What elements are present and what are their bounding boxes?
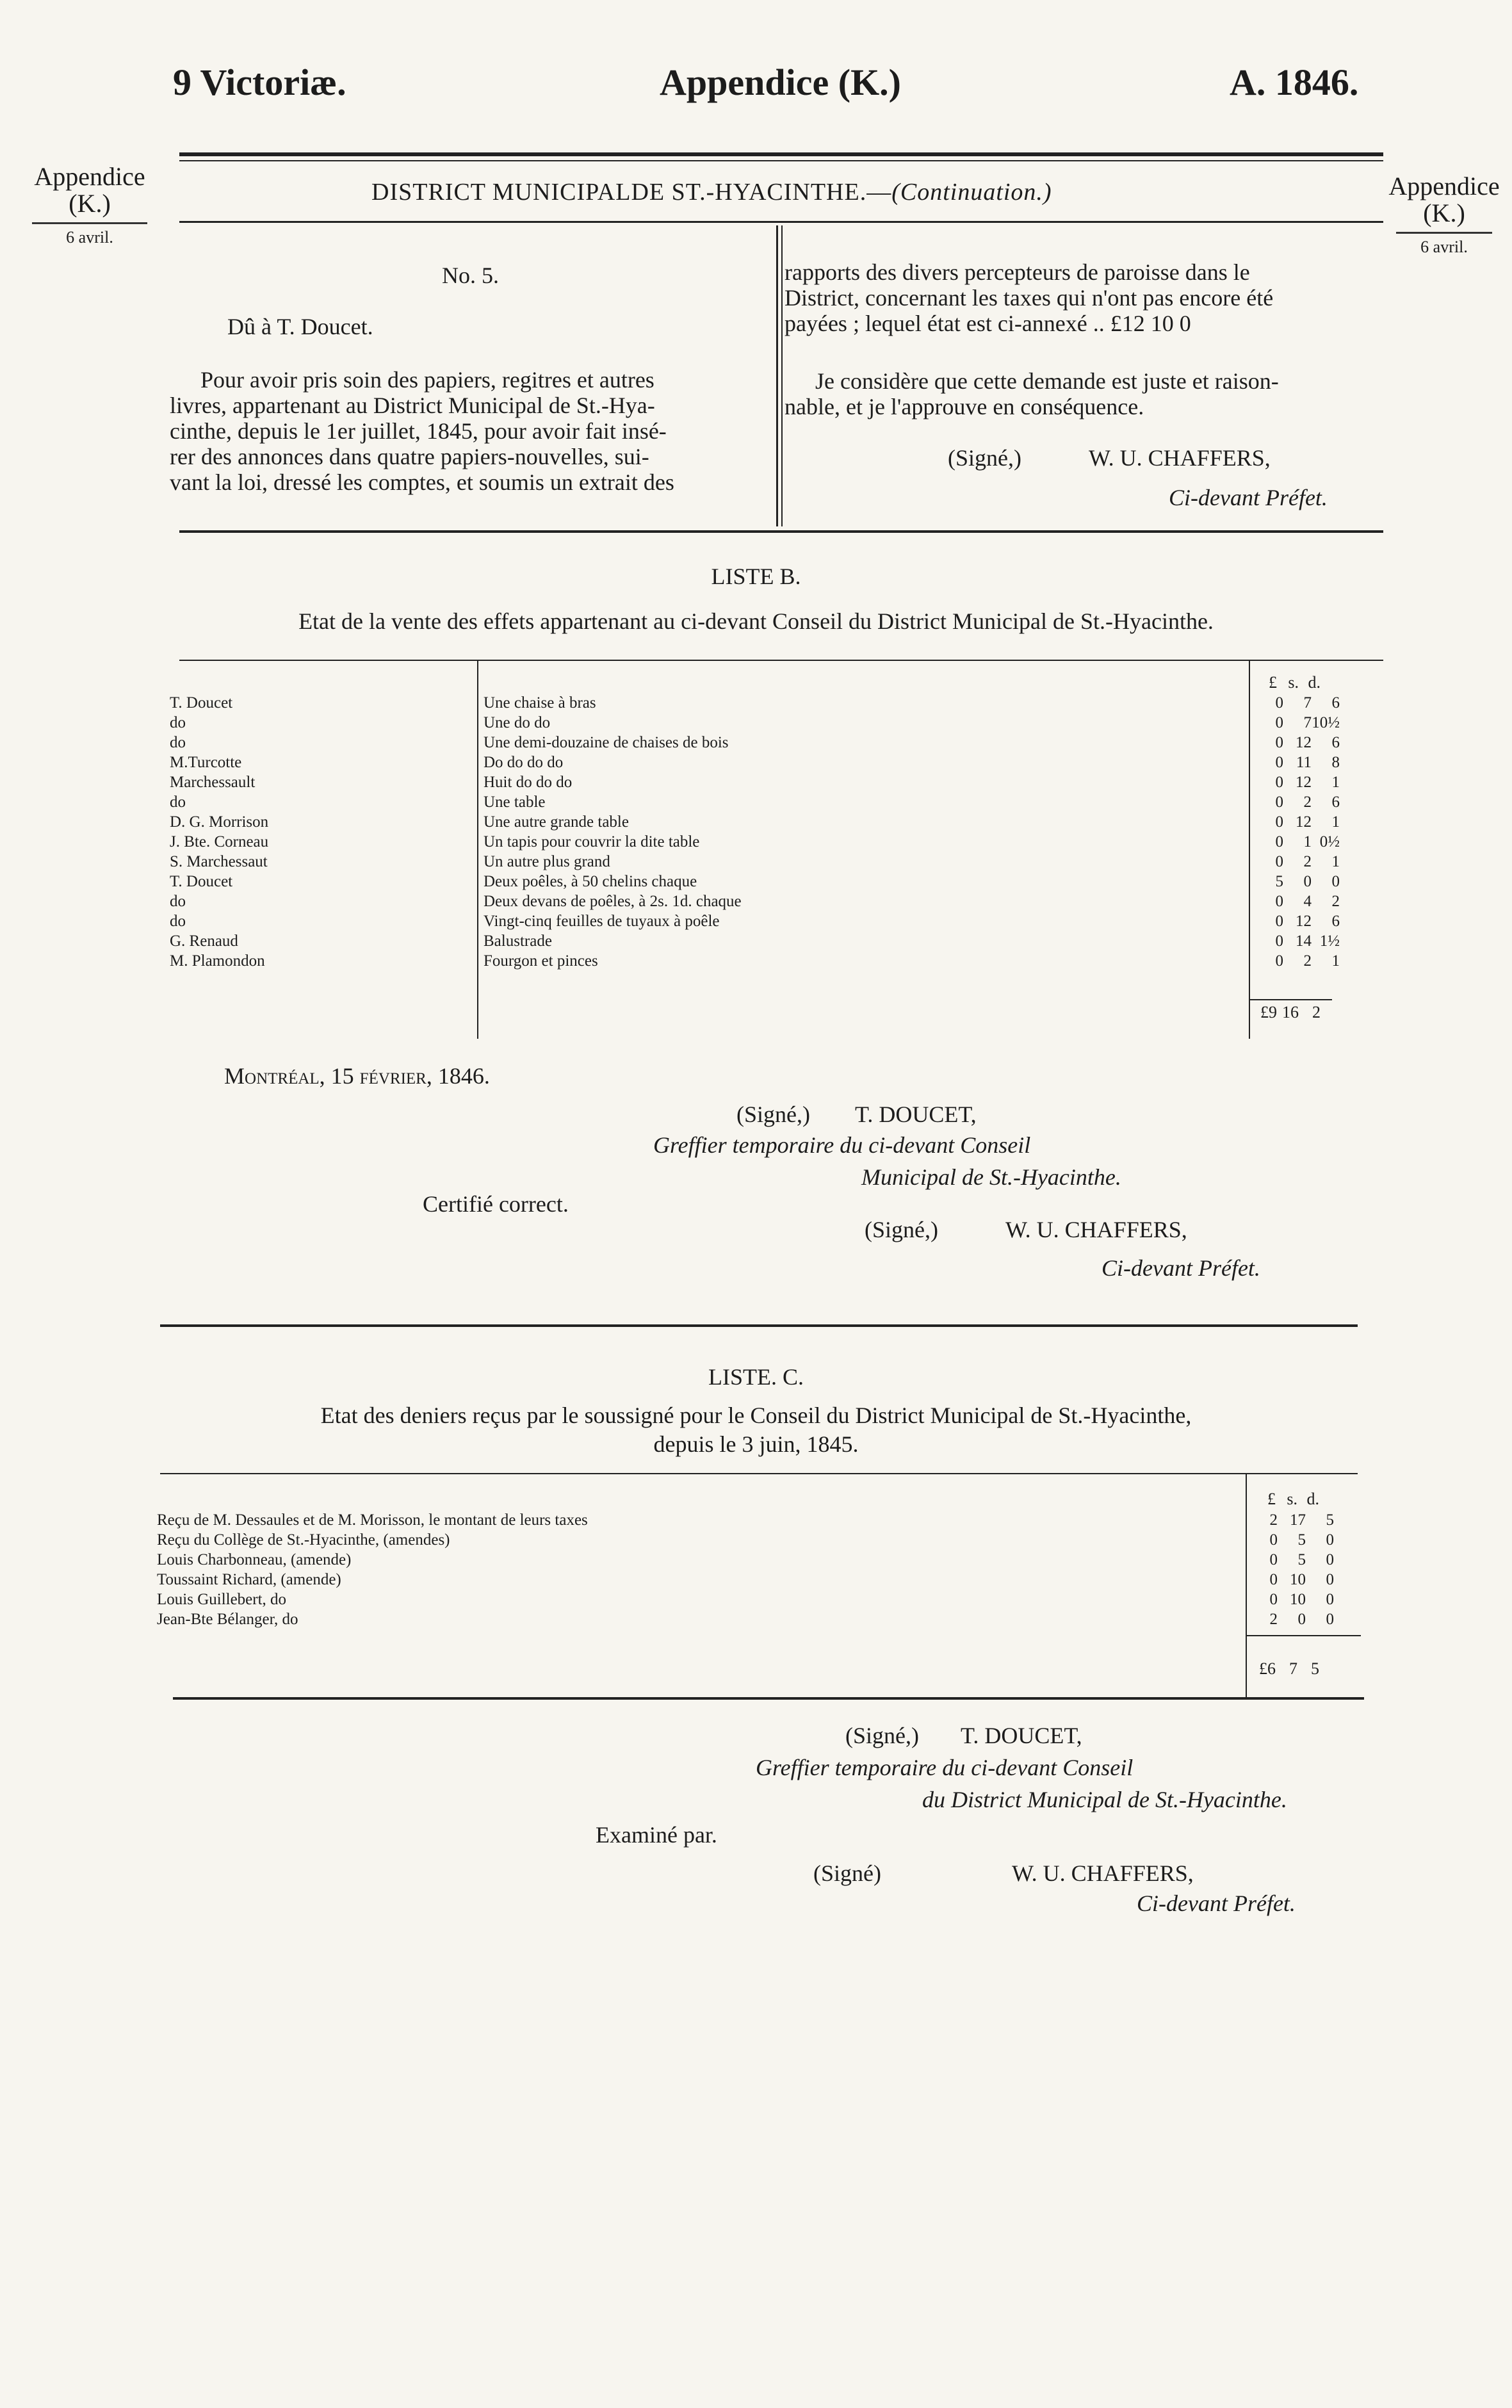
item-desc-cell: [480, 911, 1255, 931]
receipt-desc-cell: [157, 1609, 1252, 1629]
buyer-name-cell: [170, 792, 480, 812]
buyer-name: do: [170, 893, 186, 910]
text-line: Pour avoir pris soin des papiers, regitres et autres: [200, 367, 654, 393]
amount-shillings: 1: [1303, 833, 1312, 850]
buyer-name: do: [170, 714, 186, 731]
amount-pounds: 0: [1275, 734, 1283, 751]
buyer-name-cell: [170, 752, 480, 772]
year-label: A. 1846.: [1230, 61, 1359, 103]
col-header-shillings: s.: [1287, 1490, 1297, 1508]
amount-pence-cell: [1312, 832, 1340, 852]
section-rule: [173, 1697, 1364, 1700]
table-row: [157, 1570, 1334, 1590]
text-line: vant la loi, dressé les comptes, et soumis un extrait des: [170, 469, 674, 495]
liste-b-col-headers: [1255, 672, 1321, 692]
text-line: nable, et je l'approuve en conséquence.: [784, 394, 1144, 419]
column-divider: [776, 225, 778, 526]
item-desc: Un tapis pour couvrir la dite table: [484, 833, 700, 850]
buyer-name: G. Renaud: [170, 932, 238, 950]
text-line: rapports des divers percepteurs de paroisse dans le: [784, 259, 1250, 285]
amount-pounds-cell: [1252, 1510, 1278, 1530]
item-desc: Une demi-douzaine de chaises de bois: [484, 734, 729, 751]
buyer-name-cell: [170, 872, 480, 891]
amount-pence: 8: [1331, 754, 1340, 771]
buyer-name-cell: [170, 832, 480, 852]
amount-shillings-cell: [1278, 1510, 1306, 1530]
amount-pence: 6: [1331, 694, 1340, 712]
amount-pounds: 5: [1275, 873, 1283, 890]
amount-shillings-cell: [1283, 792, 1312, 812]
item-desc-cell: [480, 951, 1255, 971]
buyer-name-cell: [170, 772, 480, 792]
amount-pounds: 0: [1275, 754, 1283, 771]
amount-pence-cell: [1312, 733, 1340, 752]
text-line: livres, appartenant au District Municipal de St.-Hya-: [170, 393, 655, 418]
top-rule-thin: [179, 160, 1383, 161]
item-desc: Une do do: [484, 714, 551, 731]
amount-pence: 6: [1331, 793, 1340, 811]
amount-pounds: 0: [1275, 833, 1283, 850]
amount-pence: 1: [1331, 813, 1340, 831]
buyer-name: M. Plamondon: [170, 952, 265, 970]
receipt-desc-cell: [157, 1530, 1252, 1550]
buyer-name-cell: [170, 733, 480, 752]
liste-c-total: [1254, 1659, 1319, 1679]
district-heading-cont: (Continuation.): [891, 179, 1052, 206]
receipt-desc: Jean-Bte Bélanger, do: [157, 1611, 298, 1628]
buyer-name: D. G. Morrison: [170, 813, 269, 831]
liste-b-place-date: Montréal, 15 février, 1846.: [224, 1063, 490, 1089]
amount-pence-cell: [1312, 931, 1340, 951]
amount-shillings: 2: [1303, 793, 1312, 811]
amount-pounds-cell: [1252, 1570, 1278, 1590]
table-row: [170, 713, 1340, 733]
item-desc: Une autre grande table: [484, 813, 629, 831]
liste-b-signer2-title: Ci-devant Préfet.: [1101, 1255, 1260, 1281]
amount-shillings-cell: [1278, 1590, 1306, 1609]
amount-pounds-cell: [1255, 752, 1283, 772]
no5-approval: [784, 368, 1396, 419]
receipt-desc: Louis Guillebert, do: [157, 1591, 287, 1608]
liste-c-total-rule: [1246, 1635, 1361, 1636]
liste-c-signer2: W. U. CHAFFERS,: [1012, 1860, 1194, 1886]
liste-b-rule: [179, 660, 1383, 661]
item-desc: Une chaise à bras: [484, 694, 596, 712]
item-desc-cell: [480, 733, 1255, 752]
liste-c-rule: [160, 1473, 1358, 1474]
amount-shillings: 0: [1303, 873, 1312, 890]
table-row: [170, 951, 1340, 971]
margin-left: [26, 163, 154, 251]
liste-b-table: [170, 693, 1340, 971]
amount-pence-cell: [1312, 911, 1340, 931]
amount-shillings-cell: [1283, 832, 1312, 852]
item-desc-cell: [480, 713, 1255, 733]
amount-pence-cell: [1312, 693, 1340, 713]
amount-pounds-cell: [1255, 911, 1283, 931]
amount-shillings-cell: [1283, 931, 1312, 951]
amount-shillings: 4: [1303, 893, 1312, 910]
item-desc: Un autre plus grand: [484, 853, 610, 870]
item-desc: Do do do do: [484, 754, 564, 771]
amount-pounds: 0: [1269, 1531, 1278, 1549]
text-line: cinthe, depuis le 1er juillet, 1845, pour avoir fait insé-: [170, 418, 667, 444]
page-title: Appendice (K.): [660, 61, 901, 103]
item-desc-cell: [480, 752, 1255, 772]
amount-pounds: 0: [1275, 913, 1283, 930]
amount-pence-cell: [1312, 951, 1340, 971]
amount-pence-cell: [1312, 752, 1340, 772]
amount-shillings: 5: [1297, 1551, 1306, 1568]
amount-shillings-cell: [1278, 1570, 1306, 1590]
amount-shillings-cell: [1283, 752, 1312, 772]
liste-c-examined: Examiné par.: [596, 1822, 717, 1848]
district-heading: [371, 179, 1052, 205]
amount-shillings-cell: [1283, 911, 1312, 931]
amount-pounds-cell: [1255, 713, 1283, 733]
liste-b-total: [1255, 1002, 1321, 1022]
liste-b-signer2: W. U. CHAFFERS,: [1005, 1217, 1187, 1242]
amount-pence-cell: [1312, 891, 1340, 911]
section-rule: [179, 530, 1383, 533]
amount-pence: 0: [1326, 1531, 1334, 1549]
no5-due: Dû à T. Doucet.: [227, 314, 373, 339]
buyer-name-cell: [170, 812, 480, 832]
liste-c-signer-title-1: Greffier temporaire du ci-devant Conseil: [756, 1755, 1134, 1780]
amount-pounds: 0: [1275, 813, 1283, 831]
receipt-desc: Reçu du Collège de St.-Hyacinthe, (amendes): [157, 1531, 450, 1549]
amount-pence-cell: [1306, 1510, 1334, 1530]
amount-shillings-cell: [1283, 693, 1312, 713]
liste-c-title: LISTE. C.: [708, 1364, 804, 1390]
no5-signer: W. U. CHAFFERS,: [1089, 445, 1271, 471]
table-row: [157, 1609, 1334, 1629]
receipt-desc-cell: [157, 1570, 1252, 1590]
liste-c-signed: (Signé,): [845, 1723, 919, 1748]
amount-shillings: 14: [1296, 932, 1312, 950]
liste-b-signer-title-2: Municipal de St.-Hyacinthe.: [861, 1164, 1121, 1190]
table-row: [157, 1590, 1334, 1609]
amount-pounds-cell: [1255, 891, 1283, 911]
amount-shillings-cell: [1283, 812, 1312, 832]
receipt-desc-cell: [157, 1550, 1252, 1570]
item-desc-cell: [480, 931, 1255, 951]
margin-label: Appendice: [1388, 172, 1500, 200]
amount-pounds-cell: [1255, 792, 1283, 812]
liste-b-signer: T. DOUCET,: [855, 1102, 977, 1127]
liste-c-signer2-title: Ci-devant Préfet.: [1137, 1891, 1296, 1916]
table-row: [157, 1550, 1334, 1570]
item-desc-cell: [480, 792, 1255, 812]
amount-pence-cell: [1312, 812, 1340, 832]
no5-left-text: [170, 367, 772, 495]
amount-pence: 0: [1326, 1591, 1334, 1608]
amount-pence-cell: [1306, 1590, 1334, 1609]
text-line: District, concernant les taxes qui n'ont pas encore été: [784, 285, 1274, 311]
amount-pounds-cell: [1255, 812, 1283, 832]
item-desc: Huit do do do: [484, 774, 573, 791]
amount-shillings: 2: [1303, 952, 1312, 970]
table-row: [170, 852, 1340, 872]
item-desc: Fourgon et pinces: [484, 952, 598, 970]
amount-pence: 0: [1326, 1571, 1334, 1588]
liste-c-subtitle-1: Etat des deniers reçus par le soussigné pour le Conseil du District Municipal de St.-Hyacinthe,: [320, 1403, 1192, 1428]
amount-pounds: 0: [1269, 1571, 1278, 1588]
liste-c-table: [157, 1510, 1334, 1629]
amount-shillings: 10: [1290, 1591, 1306, 1608]
item-desc-cell: [480, 693, 1255, 713]
amount-pence-cell: [1312, 772, 1340, 792]
receipt-desc: Louis Charbonneau, (amende): [157, 1551, 352, 1568]
amount-pounds-cell: [1255, 693, 1283, 713]
amount-pounds: 0: [1275, 793, 1283, 811]
receipt-desc-cell: [157, 1510, 1252, 1530]
amount-pence-cell: [1312, 852, 1340, 872]
buyer-name: M.Turcotte: [170, 754, 242, 771]
amount-shillings: 10: [1290, 1571, 1306, 1588]
amount-pence: 0: [1326, 1611, 1334, 1628]
amount-pence: 0: [1326, 1551, 1334, 1568]
amount-pence: 2: [1331, 893, 1340, 910]
buyer-name-cell: [170, 693, 480, 713]
amount-pence: 1: [1331, 774, 1340, 791]
amount-pounds: 0: [1275, 853, 1283, 870]
amount-shillings: 7: [1303, 694, 1312, 712]
table-row: [170, 792, 1340, 812]
table-row: [157, 1530, 1334, 1550]
total-shillings: 7: [1289, 1659, 1297, 1678]
text-line: rer des annonces dans quatre papiers-nouvelles, sui-: [170, 444, 649, 469]
item-desc: Vingt-cinq feuilles de tuyaux à poêle: [484, 913, 720, 930]
col-header-pence: d.: [1306, 1490, 1319, 1508]
table-row: [170, 812, 1340, 832]
amount-pence-cell: [1306, 1530, 1334, 1550]
amount-shillings: 17: [1290, 1511, 1306, 1529]
text-line: Je considère que cette demande est juste et raison-: [815, 368, 1279, 394]
margin-label: Appendice: [34, 162, 145, 191]
amount-pence-cell: [1312, 713, 1340, 733]
amount-pence-cell: [1312, 872, 1340, 891]
margin-label-k: (K.): [1423, 199, 1465, 227]
liste-b-certified: Certifié correct.: [423, 1191, 569, 1217]
margin-date: 6 avril.: [1420, 238, 1468, 256]
amount-shillings: 7: [1303, 714, 1312, 731]
amount-pence: 1: [1331, 853, 1340, 870]
amount-shillings-cell: [1283, 713, 1312, 733]
buyer-name: do: [170, 913, 186, 930]
col-header-shillings: s.: [1288, 673, 1299, 692]
buyer-name: T. Doucet: [170, 873, 233, 890]
buyer-name-cell: [170, 852, 480, 872]
table-row: [170, 693, 1340, 713]
amount-pounds-cell: [1255, 832, 1283, 852]
amount-pounds: 0: [1269, 1591, 1278, 1608]
margin-date: 6 avril.: [66, 228, 113, 247]
amount-pence: 10½: [1312, 714, 1340, 731]
total-shillings: 16: [1282, 1003, 1299, 1021]
liste-c-col-headers: [1254, 1489, 1319, 1509]
amount-pounds: 2: [1269, 1511, 1278, 1529]
amount-pence: 5: [1326, 1511, 1334, 1529]
table-row: [170, 872, 1340, 891]
item-desc-cell: [480, 772, 1255, 792]
amount-shillings-cell: [1278, 1550, 1306, 1570]
margin-label-k: (K.): [69, 189, 111, 218]
amount-pounds-cell: [1252, 1609, 1278, 1629]
amount-pounds: 0: [1275, 952, 1283, 970]
buyer-name: J. Bte. Corneau: [170, 833, 269, 850]
amount-pounds-cell: [1252, 1550, 1278, 1570]
col-header-pounds: £: [1267, 1490, 1276, 1508]
amount-pence: 1½: [1319, 932, 1340, 950]
amount-shillings-cell: [1278, 1530, 1306, 1550]
section-rule: [160, 1324, 1358, 1327]
amount-pence-cell: [1306, 1609, 1334, 1629]
amount-shillings-cell: [1278, 1609, 1306, 1629]
text-line: payées ; lequel état est ci-annexé .. £12 10 0: [784, 311, 1191, 336]
item-desc-cell: [480, 832, 1255, 852]
liste-b-signed2: (Signé,): [865, 1217, 938, 1242]
amount-pounds: 0: [1275, 932, 1283, 950]
amount-shillings: 12: [1296, 813, 1312, 831]
amount-pounds: 2: [1269, 1611, 1278, 1628]
amount-pounds: 0: [1269, 1551, 1278, 1568]
buyer-name: do: [170, 793, 186, 811]
amount-shillings: 12: [1296, 913, 1312, 930]
amount-pounds-cell: [1255, 931, 1283, 951]
liste-c-signer: T. DOUCET,: [961, 1723, 1082, 1748]
amount-shillings-cell: [1283, 951, 1312, 971]
amount-shillings-cell: [1283, 891, 1312, 911]
amount-shillings: 12: [1296, 734, 1312, 751]
no5-right-text: [784, 259, 1396, 336]
amount-shillings-cell: [1283, 852, 1312, 872]
receipt-desc: Toussaint Richard, (amende): [157, 1571, 341, 1588]
total-pence: 5: [1311, 1659, 1319, 1678]
liste-b-title: LISTE B.: [711, 564, 801, 589]
no5-signed: (Signé,): [948, 445, 1021, 471]
amount-shillings-cell: [1283, 733, 1312, 752]
buyer-name-cell: [170, 713, 480, 733]
liste-c-signed2: (Signé): [813, 1860, 881, 1886]
receipt-desc-cell: [157, 1590, 1252, 1609]
item-desc: Deux devans de poêles, à 2s. 1d. chaque: [484, 893, 742, 910]
buyer-name: T. Doucet: [170, 694, 233, 712]
table-row: [170, 752, 1340, 772]
amount-shillings-cell: [1283, 772, 1312, 792]
item-desc-cell: [480, 812, 1255, 832]
table-row: [170, 733, 1340, 752]
table-row: [157, 1510, 1334, 1530]
top-rule: [179, 152, 1383, 156]
item-desc-cell: [480, 891, 1255, 911]
col-header-pence: d.: [1308, 673, 1321, 692]
item-desc: Balustrade: [484, 932, 552, 950]
amount-shillings: 2: [1303, 853, 1312, 870]
buyer-name: S. Marchessaut: [170, 853, 268, 870]
receipt-desc: Reçu de M. Dessaules et de M. Morisson, le montant de leurs taxes: [157, 1511, 588, 1529]
table-row: [170, 891, 1340, 911]
total-pounds: £6: [1259, 1659, 1276, 1678]
buyer-name-cell: [170, 951, 480, 971]
amount-pounds-cell: [1255, 733, 1283, 752]
session-label: 9 Victoriæ.: [173, 61, 346, 103]
amount-pence-cell: [1312, 792, 1340, 812]
amount-pounds-cell: [1255, 951, 1283, 971]
liste-c-signer-title-2: du District Municipal de St.-Hyacinthe.: [922, 1787, 1287, 1812]
amount-pounds-cell: [1252, 1530, 1278, 1550]
total-pence: 2: [1312, 1003, 1321, 1021]
amount-pounds-cell: [1255, 852, 1283, 872]
amount-shillings: 11: [1296, 754, 1312, 771]
amount-pence-cell: [1306, 1550, 1334, 1570]
amount-pounds-cell: [1255, 872, 1283, 891]
amount-pence: 0: [1331, 873, 1340, 890]
table-row: [170, 931, 1340, 951]
item-desc: Deux poêles, à 50 chelins chaque: [484, 873, 697, 890]
district-heading-text: DISTRICT MUNICIPALDE ST.-HYACINTHE.—: [371, 179, 892, 206]
item-desc-cell: [480, 852, 1255, 872]
liste-c-subtitle-2: depuis le 3 juin, 1845.: [653, 1431, 859, 1457]
amount-pence: 1: [1331, 952, 1340, 970]
no5-signer-title: Ci-devant Préfet.: [1169, 485, 1328, 510]
margin-right: [1380, 173, 1508, 261]
amount-pence: 6: [1331, 913, 1340, 930]
amount-pounds: 0: [1275, 694, 1283, 712]
table-row: [170, 911, 1340, 931]
buyer-name-cell: [170, 891, 480, 911]
amount-shillings: 5: [1297, 1531, 1306, 1549]
amount-pounds-cell: [1252, 1590, 1278, 1609]
buyer-name-cell: [170, 911, 480, 931]
amount-pence: 0½: [1319, 833, 1340, 850]
amount-shillings-cell: [1283, 872, 1312, 891]
amount-pence-cell: [1306, 1570, 1334, 1590]
total-pounds: £9: [1260, 1003, 1277, 1021]
amount-pounds-cell: [1255, 772, 1283, 792]
table-row: [170, 832, 1340, 852]
liste-b-signed: (Signé,): [736, 1102, 810, 1127]
item-desc-cell: [480, 872, 1255, 891]
buyer-name-cell: [170, 931, 480, 951]
liste-b-subtitle: Etat de la vente des effets appartenant au ci-devant Conseil du District Municipal de St.-Hyacinthe.: [298, 608, 1214, 634]
amount-shillings: 12: [1296, 774, 1312, 791]
liste-b-signer-title-1: Greffier temporaire du ci-devant Conseil: [653, 1132, 1031, 1158]
liste-b-total-rule: [1249, 999, 1332, 1000]
district-rule: [179, 221, 1383, 223]
amount-pence: 6: [1331, 734, 1340, 751]
amount-pounds: 0: [1275, 774, 1283, 791]
amount-pounds: 0: [1275, 893, 1283, 910]
buyer-name: Marchessault: [170, 774, 256, 791]
no5-number: No. 5.: [442, 263, 499, 288]
item-desc: Une table: [484, 793, 546, 811]
table-row: [170, 772, 1340, 792]
col-header-pounds: £: [1269, 673, 1277, 692]
buyer-name: do: [170, 734, 186, 751]
amount-shillings: 0: [1297, 1611, 1306, 1628]
column-divider-2: [781, 225, 783, 526]
amount-pounds: 0: [1275, 714, 1283, 731]
